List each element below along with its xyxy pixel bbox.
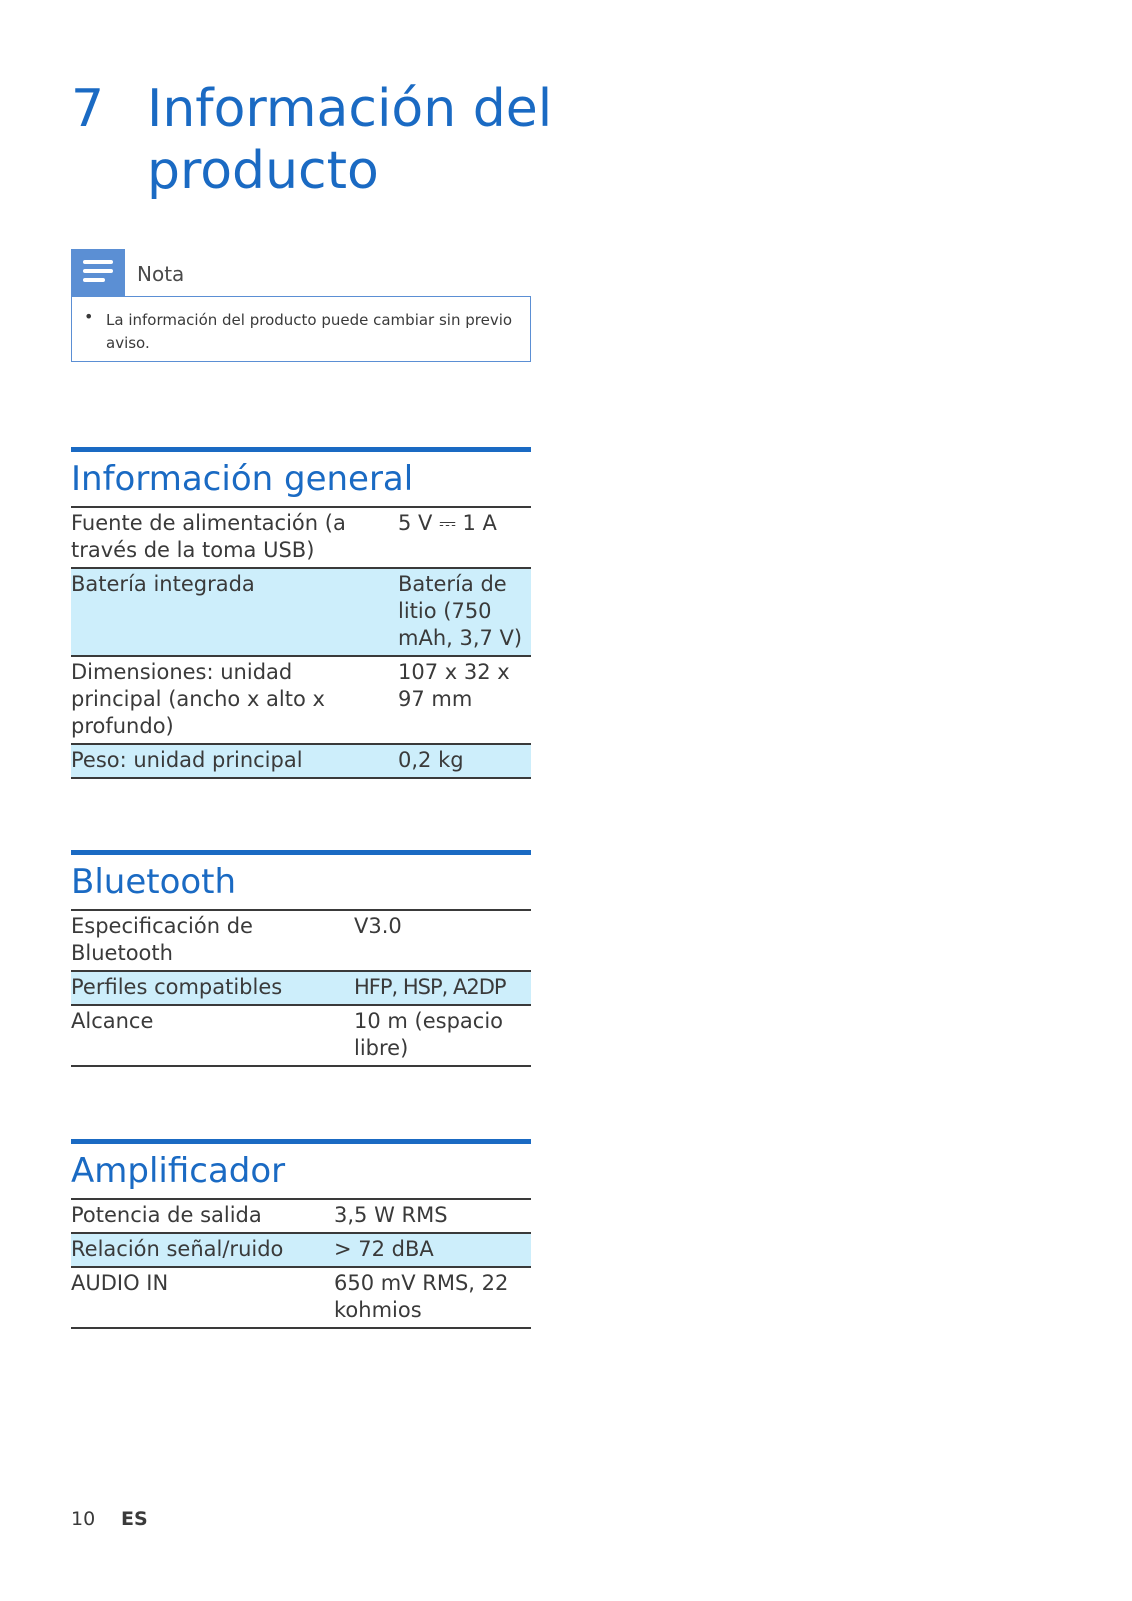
table-row [71, 1233, 531, 1267]
row-value: > 72 dBA [334, 1233, 531, 1267]
row-value: 0,2 kg [398, 744, 531, 778]
note-label: Nota [137, 262, 185, 286]
page-number: 10 [71, 1508, 96, 1530]
row-value: 5 V ⎓ 1 A [398, 508, 531, 568]
section-heading-general: Información general [71, 452, 531, 508]
table-row [71, 744, 531, 778]
table-general [71, 508, 531, 779]
row-label: Especificación de Bluetooth [71, 911, 354, 971]
note-bullet: • [84, 307, 94, 326]
row-value: 650 mV RMS, 22 kohmios [334, 1267, 531, 1328]
row-label: AUDIO IN [71, 1267, 334, 1328]
table-row [71, 1200, 531, 1233]
note-box [71, 296, 531, 362]
row-label: Dimensiones: unidad principal (ancho x alto x profundo) [71, 656, 398, 744]
row-label: Perfiles compatibles [71, 971, 354, 1005]
row-value: 107 x 32 x 97 mm [398, 656, 531, 744]
table-row [71, 911, 531, 971]
row-label: Batería integrada [71, 568, 398, 656]
table-row [71, 508, 531, 568]
table-bluetooth [71, 911, 531, 1067]
section-heading-amplifier: Amplificador [71, 1144, 531, 1200]
row-value: Batería de litio (750 mAh, 3,7 V) [398, 568, 531, 656]
note-lines-icon [71, 249, 125, 296]
note-text: La información del producto puede cambiar sin previo aviso. [106, 311, 513, 352]
section-general [71, 447, 531, 779]
table-row [71, 1267, 531, 1328]
row-value: HFP, HSP, A2DP [354, 971, 531, 1005]
section-heading-bluetooth: Bluetooth [71, 855, 531, 911]
row-value: 10 m (espacio libre) [354, 1005, 531, 1066]
row-value: V3.0 [354, 911, 531, 971]
row-label: Potencia de salida [71, 1200, 334, 1233]
section-amplifier [71, 1139, 531, 1329]
section-bluetooth [71, 850, 531, 1067]
row-label: Alcance [71, 1005, 354, 1066]
row-value: 3,5 W RMS [334, 1200, 531, 1233]
chapter-title: Información del producto [147, 79, 553, 201]
table-amplifier [71, 1200, 531, 1329]
table-row [71, 971, 531, 1005]
row-label: Fuente de alimentación (a través de la toma USB) [71, 508, 398, 568]
table-row [71, 568, 531, 656]
table-row [71, 1005, 531, 1066]
language-code: ES [121, 1508, 148, 1530]
row-label: Peso: unidad principal [71, 744, 398, 778]
row-label: Relación señal/ruido [71, 1233, 334, 1267]
chapter-number: 7 [71, 79, 105, 139]
table-row [71, 656, 531, 744]
